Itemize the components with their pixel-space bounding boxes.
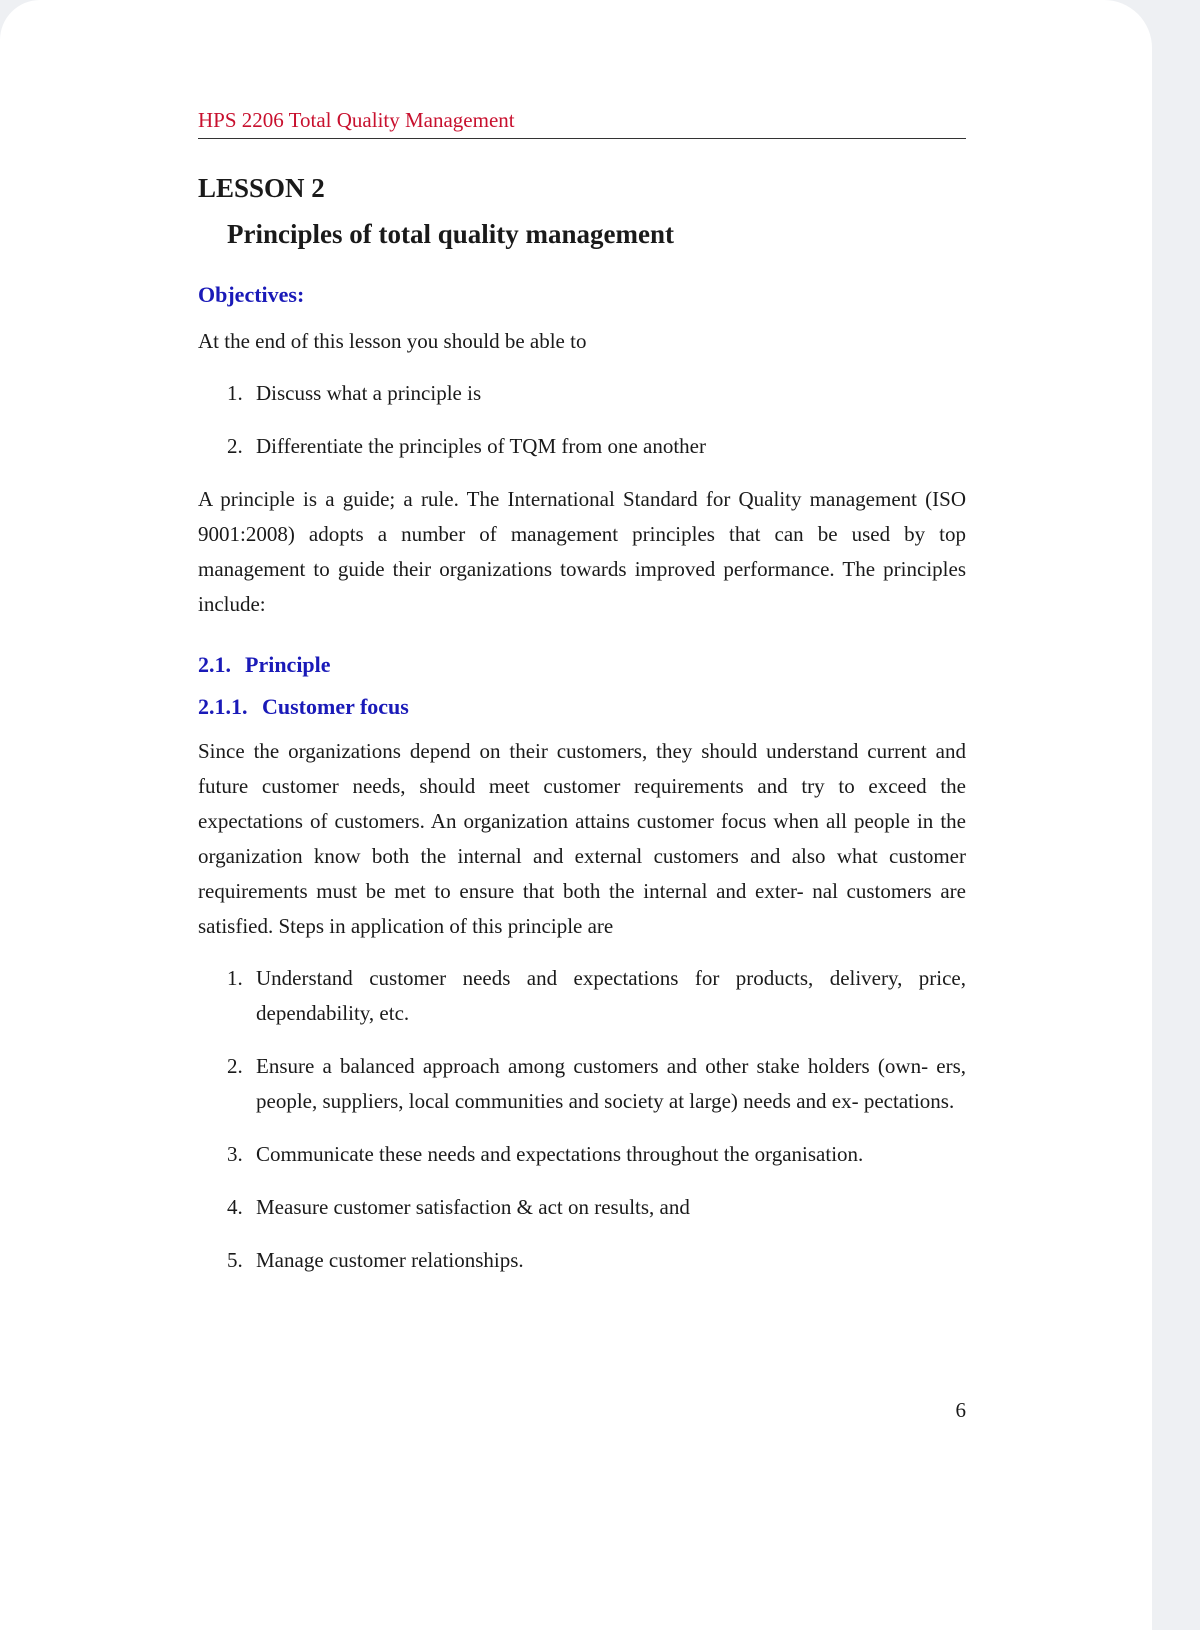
subsection-title: Customer focus <box>262 693 409 719</box>
list-item <box>198 1049 966 1119</box>
list-item <box>198 1137 966 1172</box>
running-header: HPS 2206 Total Quality Management <box>198 108 966 139</box>
objectives-heading: Objectives: <box>198 281 305 307</box>
list-item-number: 5. <box>227 1247 243 1272</box>
list-item-number: 1. <box>227 380 243 405</box>
list-item-text: Discuss what a principle is <box>256 380 482 405</box>
lesson-subtitle: Principles of total quality management <box>227 218 674 249</box>
objectives-list <box>198 376 966 464</box>
list-item <box>198 1190 966 1225</box>
list-item-text: Understand customer needs and expectations for products, delivery, price, dependability, etc. <box>256 965 966 1025</box>
list-item-text: Manage customer relationships. <box>256 1247 524 1272</box>
list-item-text: Ensure a balanced approach among customers and other stake holders (own- ers, people, suppliers, local communities and society at large) needs and ex- pectations. <box>256 1053 966 1113</box>
principle-definition-paragraph: A principle is a guide; a rule. The International Standard for Quality management (ISO 9001:2008) adopts a number of management principles that can be used by top management to guide their organizations towards improved performance. The principles include: <box>198 486 966 616</box>
page-content <box>198 108 966 1296</box>
subsection-heading <box>198 694 966 720</box>
list-item-number: 4. <box>227 1194 243 1219</box>
list-item <box>198 376 966 411</box>
lesson-title: LESSON 2 <box>198 173 325 204</box>
list-item <box>198 1243 966 1278</box>
list-item-text: Differentiate the principles of TQM from one another <box>256 433 706 458</box>
list-item-number: 3. <box>227 1141 243 1166</box>
list-item-text: Measure customer satisfaction & act on results, and <box>256 1194 690 1219</box>
list-item-number: 2. <box>227 1053 243 1078</box>
list-item-text: Communicate these needs and expectations throughout the organisation. <box>256 1141 864 1166</box>
list-item-number: 2. <box>227 433 243 458</box>
objectives-intro: At the end of this lesson you should be able to <box>198 328 587 353</box>
list-item-number: 1. <box>227 965 243 990</box>
page-number: 6 <box>955 1398 966 1422</box>
list-item <box>198 429 966 464</box>
section-heading <box>198 652 966 678</box>
section-number: 2.1. <box>198 651 231 677</box>
customer-focus-paragraph: Since the organizations depend on their customers, they should understand current and future customer needs, should meet customer requirements and try to exceed the expectations of customers. An organization attains customer focus when all people in the organization know both the internal and external customers and also what customer requirements must be met to ensure that both the internal and exter- nal customers are satisfied. Steps in application of this principle are <box>198 738 966 938</box>
section-title: Principle <box>245 651 331 677</box>
subsection-number: 2.1.1. <box>198 693 248 719</box>
list-item <box>198 961 966 1031</box>
steps-list <box>198 961 966 1278</box>
